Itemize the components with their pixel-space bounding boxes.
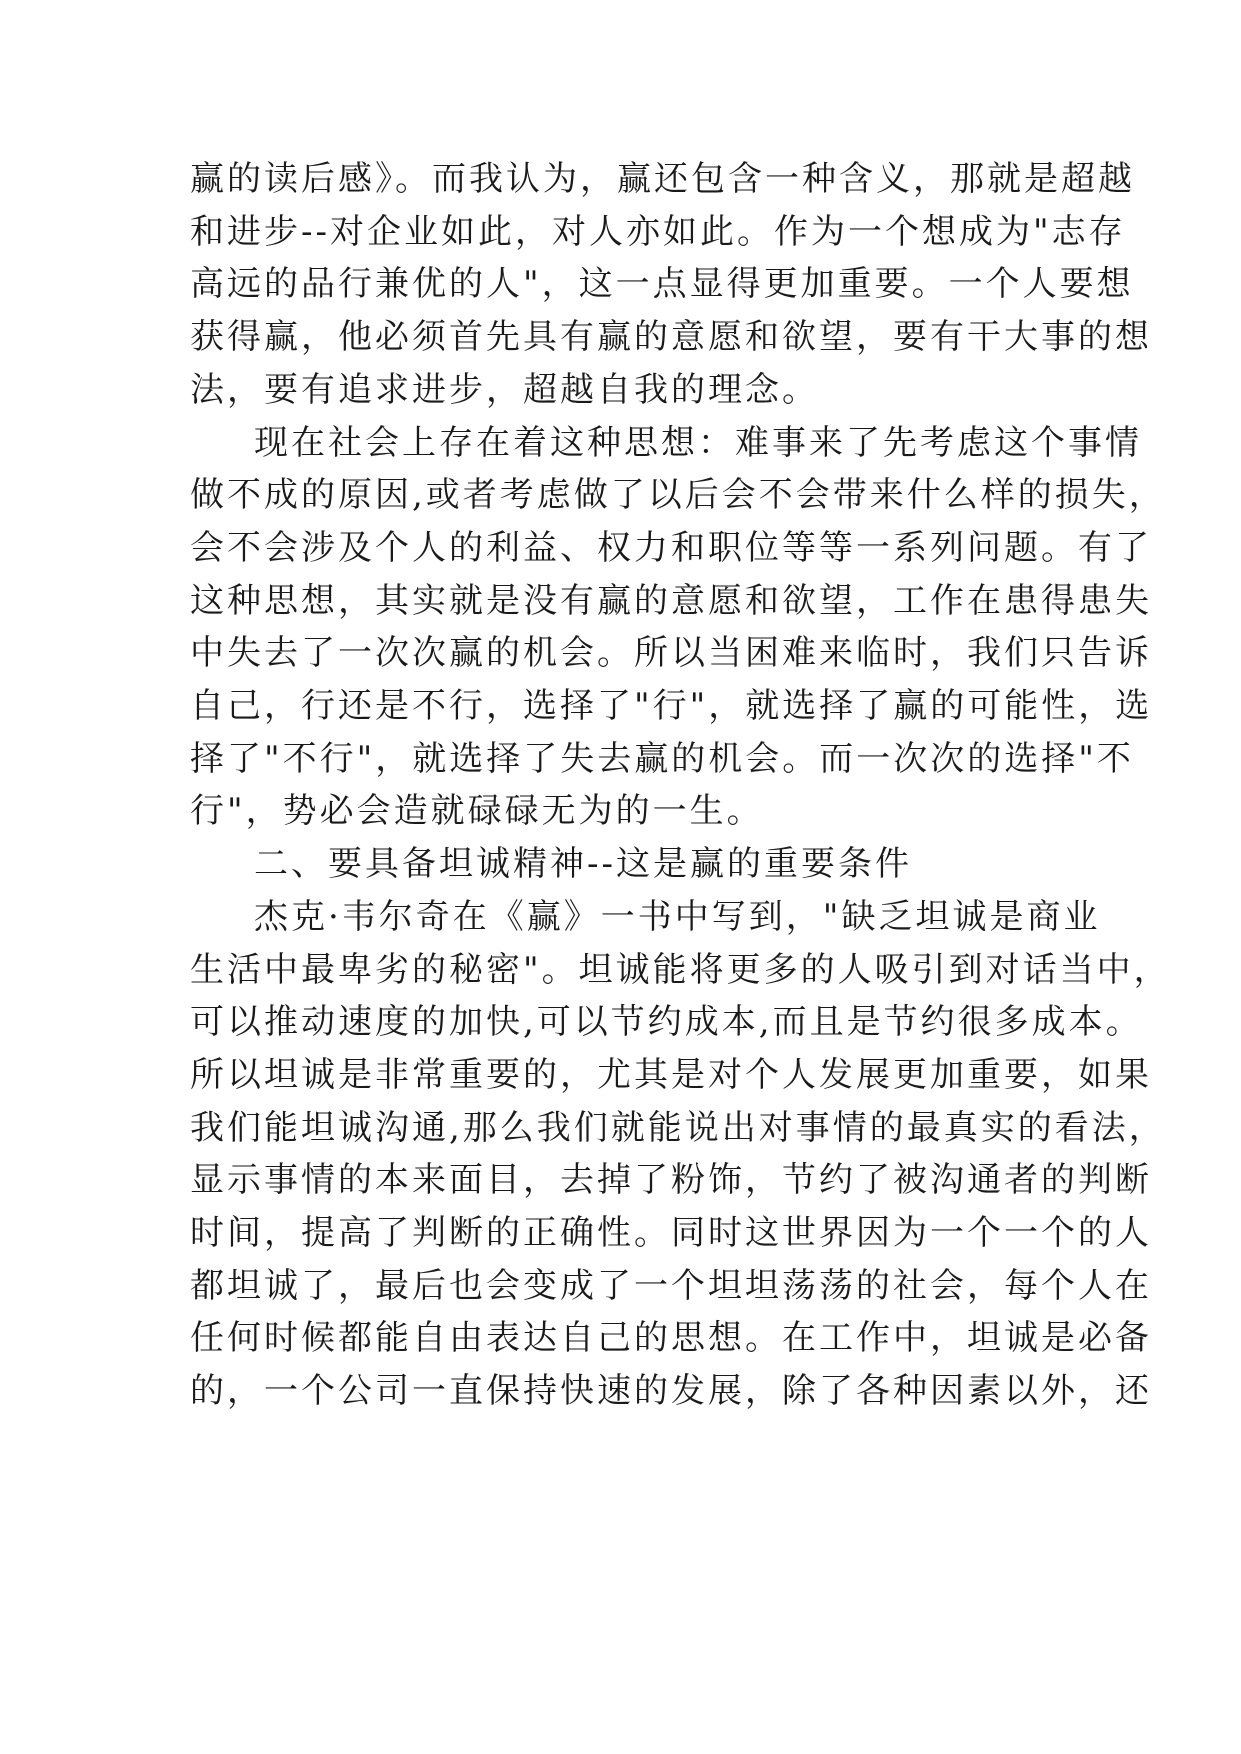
text-line: 杰克·韦尔奇在《赢》一书中写到，"缺乏坦诚是商业: [254, 896, 1101, 937]
text-line: 这种思想，其实就是没有赢的意愿和欲望，工作在患得患失: [190, 580, 1152, 621]
text-line: 自己，行还是不行，选择了"行"，就选择了赢的可能性，选: [190, 686, 1153, 726]
text-line: 都坦诚了，最后也会变成了一个坦坦荡荡的社会，每个人在: [190, 1265, 1152, 1306]
text-line: 会不会涉及个人的利益、权力和职位等等一系列问题。有了: [190, 527, 1152, 568]
text-line: 法，要有追求进步，超越自我的理念。: [190, 369, 819, 410]
text-line: 行"，势必会造就碌碌无为的一生。: [190, 791, 764, 832]
text-line: 和进步--对企业如此，对人亦如此。作为一个想成为"志存: [190, 211, 1126, 252]
text-line: 赢的读后感》。而我认为，赢还包含一种含义，那就是超越: [190, 159, 1135, 199]
text-line: 所以坦诚是非常重要的，尤其是对个人发展更加重要，如果: [190, 1054, 1152, 1095]
text-line: 生活中最卑劣的秘密"。坦诚能将更多的人吸引到对话当中，: [190, 949, 1171, 990]
text-line: 中失去了一次次赢的机会。所以当困难来临时，我们只告诉: [190, 633, 1152, 674]
text-line: 显示事情的本来面目，去掉了粉饰，节约了被沟通者的判断: [190, 1160, 1152, 1201]
text-line: 做不成的原因,或者考虑做了以后会不会带来什么样的损失，: [190, 475, 1166, 516]
text-line: 时间，提高了判断的正确性。同时这世界因为一个一个的人: [190, 1213, 1152, 1253]
text-line: 高远的品行兼优的人"，这一点显得更加重要。一个人要想: [190, 264, 1134, 305]
text-line: 择了"不行"，就选择了失去赢的机会。而一次次的选择"不: [190, 738, 1134, 779]
text-line: 我们能坦诚沟通,那么我们就能说出对事情的最真实的看法，: [190, 1107, 1166, 1148]
text-line: 的，一个公司一直保持快速的发展，除了各种因素以外，还: [190, 1371, 1152, 1412]
text-line: 二、要具备坦诚精神--这是赢的重要条件: [254, 844, 912, 885]
text-line: 获得赢，他必须首先具有赢的意愿和欲望，要有干大事的想: [190, 317, 1152, 358]
text-line: 可以推动速度的加快,可以节约成本,而且是节约很多成本。: [190, 1002, 1143, 1043]
text-line: 任何时候都能自由表达自己的思想。在工作中，坦诚是必备: [190, 1318, 1152, 1359]
text-line: 现在社会上存在着这种思想：难事来了先考虑这个事情: [254, 422, 1142, 463]
